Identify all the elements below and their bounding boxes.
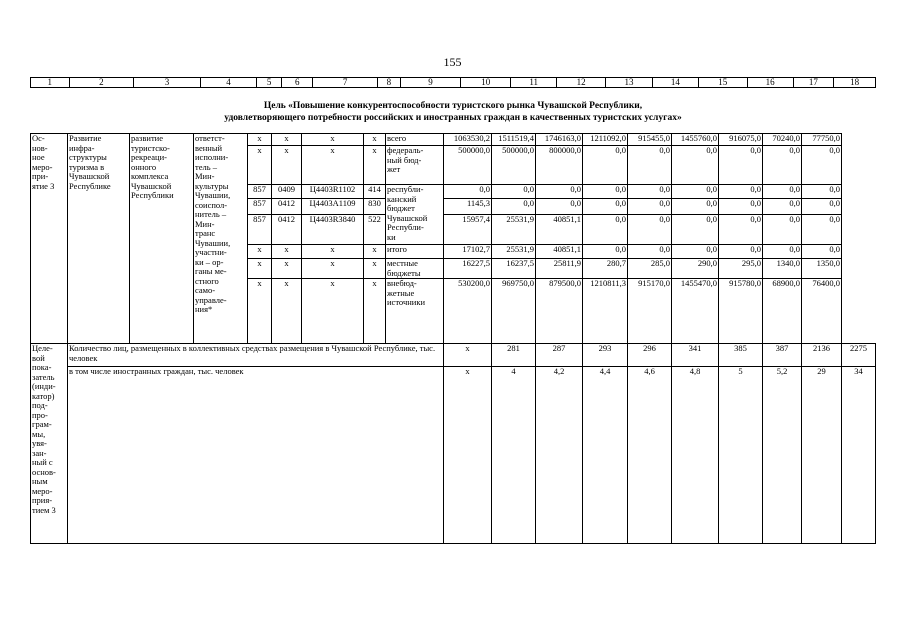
code-expense-group: 414 [364,185,386,199]
event-task-cell: развитие туристско- рекреаци- онного комплекса Чувашской Республики [130,134,194,344]
amount-cell: 969750,0 [492,279,536,344]
indicator-name: в том числе иностранных граждан, тыс. человек [68,367,444,544]
amount-cell: 40851,1 [536,215,583,245]
column-number: 7 [313,78,378,88]
amount-cell: 0,0 [628,245,672,259]
goal-title [30,100,876,124]
amount-cell: 1511519,4 [492,134,536,146]
indicator-value: 34 [842,367,876,544]
amount-cell: 1210811,3 [583,279,628,344]
amount-cell: 0,0 [672,245,719,259]
amount-cell: 915455,0 [628,134,672,146]
code-grbs: x [248,146,272,185]
page-number: 155 [443,55,462,69]
funding-source: итого [386,245,444,259]
amount-cell: 0,0 [763,185,802,199]
column-number: 1 [31,78,70,88]
budget-table [30,133,876,544]
funding-source: местные бюджеты [386,259,444,279]
amount-cell: 1063530,2 [444,134,492,146]
amount-cell: 0,0 [672,199,719,215]
code-grbs: 857 [248,185,272,199]
funding-source: федераль- ный бюд- жет [386,146,444,185]
indicator-value: 4,4 [583,367,628,544]
code-target-article: x [302,245,364,259]
code-expense-group: x [364,279,386,344]
indicator-value: 5 [719,367,763,544]
amount-cell: 0,0 [802,215,842,245]
column-number: 14 [652,78,698,88]
amount-cell: 0,0 [719,199,763,215]
code-expense-group: x [364,259,386,279]
amount-cell: 0,0 [444,185,492,199]
indicator-value: 4 [492,367,536,544]
amount-cell: 0,0 [763,146,802,185]
event-type-cell: Ос- нов- ное меро- при- ятие 3 [31,134,68,344]
code-expense-group: 830 [364,199,386,215]
column-number: 8 [377,78,400,88]
indicator-value: 5,2 [763,367,802,544]
amount-cell: 0,0 [672,146,719,185]
indicator-value: 4,2 [536,367,583,544]
amount-cell: 76400,0 [802,279,842,344]
amount-cell: 0,0 [628,215,672,245]
code-target-article: Ц4403R3840 [302,215,364,245]
amount-cell: 0,0 [672,185,719,199]
goal-line-1: Цель «Повышение конкурентоспособности туристского рынка Чувашской Республики, [263,101,643,111]
indicator-name: Количество лиц, размещенных в коллективных средствах размещения в Чувашской Республике, тыс. человек [68,344,444,367]
funding-source: всего [386,134,444,146]
amount-cell: 1746163,0 [536,134,583,146]
amount-cell: 0,0 [802,185,842,199]
amount-cell: 0,0 [583,146,628,185]
amount-cell: 0,0 [536,185,583,199]
indicator-value: 293 [583,344,628,367]
event-name-cell: Развитие инфра- структуры туризма в Чувашской Республике [68,134,130,344]
indicator-value: 296 [628,344,672,367]
column-number: 3 [134,78,201,88]
amount-cell: 0,0 [583,215,628,245]
amount-cell: 295,0 [719,259,763,279]
amount-cell: 25531,9 [492,215,536,245]
code-target-article: x [302,134,364,146]
amount-cell: 0,0 [763,245,802,259]
code-target-article: x [302,259,364,279]
amount-cell: 1455760,0 [672,134,719,146]
indicator-value: 385 [719,344,763,367]
column-number: 4 [200,78,256,88]
funding-source: внебюд- жетные источники [386,279,444,344]
code-grbs: x [248,134,272,146]
amount-cell: 280,7 [583,259,628,279]
indicator-value: 4,8 [672,367,719,544]
amount-cell: 800000,0 [536,146,583,185]
indicator-value: 2136 [802,344,842,367]
code-section: x [272,134,302,146]
indicator-row [31,344,876,367]
amount-cell: 70240,0 [763,134,802,146]
indicator-value: 4,6 [628,367,672,544]
amount-cell: 40851,1 [536,245,583,259]
amount-cell: 0,0 [583,245,628,259]
code-section: x [272,146,302,185]
amount-cell: 25811,9 [536,259,583,279]
code-target-article: x [302,146,364,185]
column-number: 15 [698,78,747,88]
indicator-mark: x [444,344,492,367]
amount-cell: 0,0 [719,215,763,245]
column-number: 13 [606,78,653,88]
amount-cell: 0,0 [719,185,763,199]
code-grbs: 857 [248,215,272,245]
indicator-value: 29 [802,367,842,544]
amount-cell: 0,0 [536,199,583,215]
amount-cell: 0,0 [628,146,672,185]
code-expense-group: x [364,134,386,146]
amount-cell: 15957,4 [444,215,492,245]
amount-cell: 0,0 [802,245,842,259]
code-section: 0409 [272,185,302,199]
amount-cell: 0,0 [802,146,842,185]
code-section: x [272,279,302,344]
amount-cell: 290,0 [672,259,719,279]
amount-cell: 915780,0 [719,279,763,344]
column-number: 9 [400,78,460,88]
amount-cell: 0,0 [719,146,763,185]
indicator-mark: x [444,367,492,544]
code-expense-group: 522 [364,215,386,245]
amount-cell: 0,0 [763,199,802,215]
column-number: 12 [557,78,606,88]
code-section: x [272,259,302,279]
code-section: 0412 [272,199,302,215]
code-grbs: 857 [248,199,272,215]
amount-cell: 1340,0 [763,259,802,279]
indicator-value: 2275 [842,344,876,367]
amount-cell: 915170,0 [628,279,672,344]
indicator-label-cell: Целе- вой пока- затель (инди- катор) под- про- грам- мы, увя- зан- ный с основ- ным меро- прия- тием 3 [31,344,68,544]
code-section: x [272,245,302,259]
indicator-value: 281 [492,344,536,367]
funding-source: республи- канский бюджет Чувашской Республи- ки [386,185,444,245]
indicator-value: 287 [536,344,583,367]
amount-cell: 16237,5 [492,259,536,279]
column-number: 10 [461,78,511,88]
amount-cell: 0,0 [583,185,628,199]
amount-cell: 500000,0 [444,146,492,185]
column-number: 11 [511,78,557,88]
amount-cell: 1211092,0 [583,134,628,146]
column-number: 5 [257,78,282,88]
amount-cell: 0,0 [719,245,763,259]
amount-cell: 0,0 [492,185,536,199]
event-executor-cell: ответст- венный исполни- тель – Мин- культуры Чувашии, соиспол- нитель – Мин- транс Чувашии, участни- ки – ор- ганы ме- стного само- управле- ния* [194,134,248,344]
amount-cell: 0,0 [672,215,719,245]
indicator-value: 387 [763,344,802,367]
code-section: 0412 [272,215,302,245]
indicator-value: 341 [672,344,719,367]
column-number: 17 [793,78,834,88]
amount-cell: 16227,5 [444,259,492,279]
amount-cell: 68900,0 [763,279,802,344]
amount-cell: 285,0 [628,259,672,279]
amount-cell: 25531,9 [492,245,536,259]
amount-cell: 0,0 [628,199,672,215]
code-target-article: Ц4403R1102 [302,185,364,199]
amount-cell: 0,0 [492,199,536,215]
code-target-article: x [302,279,364,344]
code-expense-group: x [364,146,386,185]
goal-line-2: удовлетворяющего потребности российских и иностранных граждан в качественных туристских услугах» [224,113,682,123]
amount-cell: 17102,7 [444,245,492,259]
column-number-header [30,77,876,88]
column-number: 16 [747,78,793,88]
amount-cell: 530200,0 [444,279,492,344]
column-number: 18 [834,78,876,88]
amount-cell: 500000,0 [492,146,536,185]
amount-cell: 0,0 [583,199,628,215]
table-row [31,134,876,146]
column-number: 6 [282,78,313,88]
column-number: 2 [69,78,134,88]
code-target-article: Ц4403А1109 [302,199,364,215]
code-expense-group: x [364,245,386,259]
amount-cell: 0,0 [802,199,842,215]
amount-cell: 0,0 [763,215,802,245]
amount-cell: 916075,0 [719,134,763,146]
code-grbs: x [248,279,272,344]
code-grbs: x [248,259,272,279]
amount-cell: 0,0 [628,185,672,199]
amount-cell: 1350,0 [802,259,842,279]
amount-cell: 1455470,0 [672,279,719,344]
amount-cell: 879500,0 [536,279,583,344]
amount-cell: 1145,3 [444,199,492,215]
code-grbs: x [248,245,272,259]
indicator-row [31,367,876,544]
amount-cell: 77750,0 [802,134,842,146]
